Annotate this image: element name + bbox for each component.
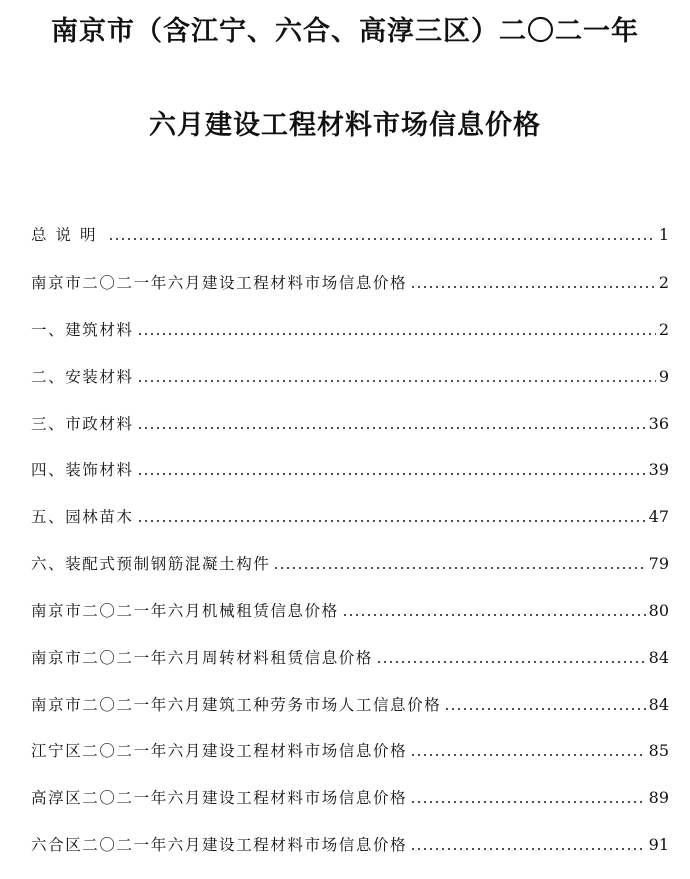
- toc-entry[interactable]: [31, 360, 669, 388]
- toc-entry-label: 江宁区二〇二一年六月建设工程材料市场信息价格: [31, 742, 408, 760]
- toc-entry-page: 39: [648, 460, 669, 479]
- toc-entry-label: 南京市二〇二一年六月建筑工种劳务市场人工信息价格: [31, 696, 442, 714]
- toc-dot-leader: [410, 841, 645, 851]
- toc-dot-leader: [137, 373, 656, 383]
- toc-entry-label: 六、装配式预制钢筋混凝土构件: [31, 555, 271, 573]
- toc-entry-label: 四、装饰材料: [31, 461, 134, 479]
- toc-entry-label: 南京市二〇二一年六月机械租赁信息价格: [31, 602, 339, 620]
- toc-entry[interactable]: [31, 500, 669, 528]
- toc-entry-page: 89: [648, 788, 669, 807]
- toc-entry[interactable]: [31, 641, 669, 669]
- toc-entry-label: 六合区二〇二一年六月建设工程材料市场信息价格: [31, 836, 408, 854]
- toc-dot-leader: [444, 701, 645, 711]
- document-title-line-2: 六月建设工程材料市场信息价格: [149, 110, 541, 141]
- toc-entry-label: 一、建筑材料: [31, 321, 134, 339]
- toc-entry[interactable]: [31, 313, 669, 341]
- toc-entry-label: 三、市政材料: [31, 415, 134, 433]
- toc-dot-leader: [137, 513, 646, 523]
- toc-entry[interactable]: [31, 781, 669, 809]
- toc-dot-leader: [410, 279, 656, 289]
- toc-entry-page: 80: [648, 601, 669, 620]
- toc-entry-label: 五、园林苗木: [31, 508, 134, 526]
- toc-entry[interactable]: [31, 594, 669, 622]
- toc-entry-label: 总说明: [31, 226, 105, 244]
- toc-dot-leader: [410, 794, 645, 804]
- toc-entry-page: 47: [648, 507, 669, 526]
- toc-entry[interactable]: [31, 547, 669, 575]
- toc-dot-leader: [273, 560, 645, 570]
- toc-entry-page: 2: [658, 273, 669, 292]
- toc-dot-leader: [137, 326, 656, 336]
- toc-entry-label: 南京市二〇二一年六月周转材料租赁信息价格: [31, 649, 374, 667]
- toc-entry[interactable]: [31, 407, 669, 435]
- toc-entry-page: 84: [648, 648, 669, 667]
- toc-dot-leader: [137, 466, 646, 476]
- toc-entry-page: 85: [648, 741, 669, 760]
- toc-entry-page: 91: [648, 835, 669, 854]
- toc-dot-leader: [108, 231, 656, 241]
- toc-entry-page: 9: [658, 367, 669, 386]
- toc-entry[interactable]: [31, 266, 669, 294]
- toc-entry[interactable]: [31, 734, 669, 762]
- toc-entry[interactable]: [31, 453, 669, 481]
- toc-entry-page: 84: [648, 695, 669, 714]
- toc-entry[interactable]: [31, 218, 669, 246]
- toc-entry-page: 1: [658, 225, 669, 244]
- toc-entry[interactable]: [31, 828, 669, 856]
- toc-entry-page: 36: [648, 414, 669, 433]
- toc-entry-page: 2: [658, 320, 669, 339]
- toc-dot-leader: [376, 654, 646, 664]
- toc-entry-label: 南京市二〇二一年六月建设工程材料市场信息价格: [31, 274, 408, 292]
- toc-entry-label: 二、安装材料: [31, 368, 134, 386]
- toc-dot-leader: [342, 607, 646, 617]
- toc-dot-leader: [137, 420, 646, 430]
- toc-entry[interactable]: [31, 688, 669, 716]
- toc-entry-page: 79: [648, 554, 669, 573]
- toc-dot-leader: [410, 747, 645, 757]
- document-title-line-1: 南京市（含江宁、六合、高淳三区）二〇二一年: [51, 16, 639, 47]
- toc-entry-label: 高淳区二〇二一年六月建设工程材料市场信息价格: [31, 789, 408, 807]
